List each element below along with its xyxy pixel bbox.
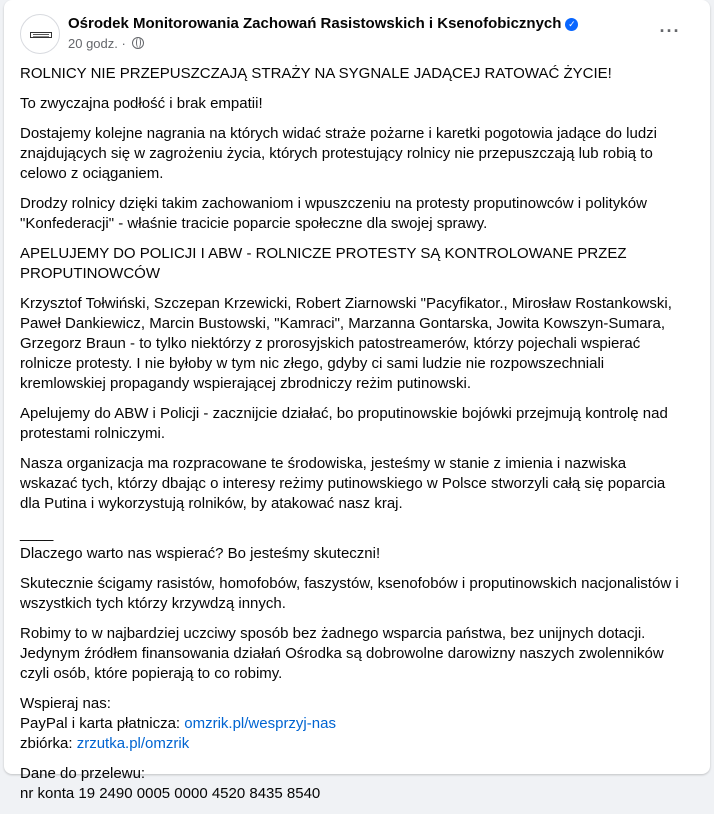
post-paragraph: Drodzy rolnicy dzięki takim zachowaniom i wpuszczeniu na protesty proputinowców i polityków "Konfederacji" - właśnie tracicie poparcie społeczne dla swojej sprawy. <box>20 195 647 232</box>
paypal-label: PayPal i karta płatnicza: <box>20 715 185 732</box>
post-paragraph: Apelujemy do ABW i Policji - zacznijcie działać, bo proputinowskie bojówki przejmują kontrolę nad protestami rolniczymi. <box>20 405 668 442</box>
organization-logo-icon <box>30 32 52 38</box>
post-paragraph: Dostajemy kolejne nagrania na których widać straże pożarne i karetki pogotowia jadące do ludzi znajdujących się w zagrożeniu życia, których protestujący rolnicy nie przepuszczają lub robią to celowo z ociąganiem. <box>20 125 658 182</box>
post-paragraph: Robimy to w najbardziej uczciwy sposób bez żadnego wsparcia państwa, bez unijnych dotacji. Jedynym źródłem finansowania działań Ośrodka są dobrowolne darowizny naszych zwolenników czyli osób, które popierają to co robimy. <box>20 625 664 682</box>
post-card <box>4 0 710 802</box>
page-name[interactable] <box>68 15 578 32</box>
globe-icon[interactable] <box>132 37 144 49</box>
post-paragraph: ROLNICY NIE PRZEPUSZCZAJĄ STRAŻY NA SYGNALE JADĄCEJ RATOWAĆ ŻYCIE! <box>20 65 612 82</box>
post-timestamp[interactable]: 20 godz. <box>68 36 118 51</box>
post-paragraph: Dlaczego warto nas wspierać? Bo jesteśmy skuteczni! <box>20 545 381 562</box>
post-meta <box>68 36 144 51</box>
page-name-label[interactable]: Ośrodek Monitorowania Zachowań Rasistowskich i Ksenofobicznych <box>68 15 562 32</box>
transfer-heading: Dane do przelewu: <box>20 765 146 782</box>
post-header <box>20 12 698 56</box>
post-body <box>20 64 684 814</box>
account-number: nr konta 19 2490 0005 0000 4520 8435 8540 <box>20 785 321 802</box>
divider-text: ____ <box>20 525 54 542</box>
verified-badge-icon: ✓ <box>565 18 578 31</box>
zbiorka-label: zbiórka: <box>20 735 77 752</box>
post-paragraph: APELUJEMY DO POLICJI I ABW - ROLNICZE PROTESTY SĄ KONTROLOWANE PRZEZ PROPUTINOWCÓW <box>20 245 627 282</box>
meta-separator: · <box>121 36 126 51</box>
post-paragraph: To zwyczajna podłość i brak empatii! <box>20 95 263 112</box>
support-heading: Wspieraj nas: <box>20 695 111 712</box>
more-options-icon[interactable]: ··· <box>659 21 681 41</box>
transfer-section <box>20 764 684 804</box>
post-paragraph: Krzysztof Tołwiński, Szczepan Krzewicki, Robert Ziarnowski "Pacyfikator., Mirosław Rostankowski, Paweł Dankiewicz, Marcin Bustowski, "Kamraci", Marzanna Gontarska, Jowita Kowszyn-Sumara, Grzegorz Braun - to tylko niektórzy z prorosyjskich patostreamerów, którzy pojechali wspierać rolnicze protesty. I nie byłoby w tym nic złego, gdyby ci sami ludzie nie rozpowszechniali kremlowskiej propagandy wspierającej zbrodniczy reżim putinowski. <box>20 295 672 392</box>
zbiorka-link[interactable]: zrzutka.pl/omzrik <box>76 735 190 752</box>
post-paragraph: Nasza organizacja ma rozpracowane te środowiska, jesteśmy w stanie z imienia i nazwiska wskazać tych, którzy dbając o interesy reżimy putinowskiego w Polsce stworzyli całą się poparcia dla Putina i wykorzystują rolników, by atakować nasz kraj. <box>20 455 666 512</box>
support-section <box>20 694 684 754</box>
page-avatar[interactable] <box>20 14 60 54</box>
paypal-link[interactable]: omzrik.pl/wesprzyj-nas <box>184 715 336 732</box>
post-paragraph: Skutecznie ścigamy rasistów, homofobów, faszystów, ksenofobów i proputinowskich nacjonalistów i wszystkich tych którzy krzywdzą innych. <box>20 575 679 612</box>
